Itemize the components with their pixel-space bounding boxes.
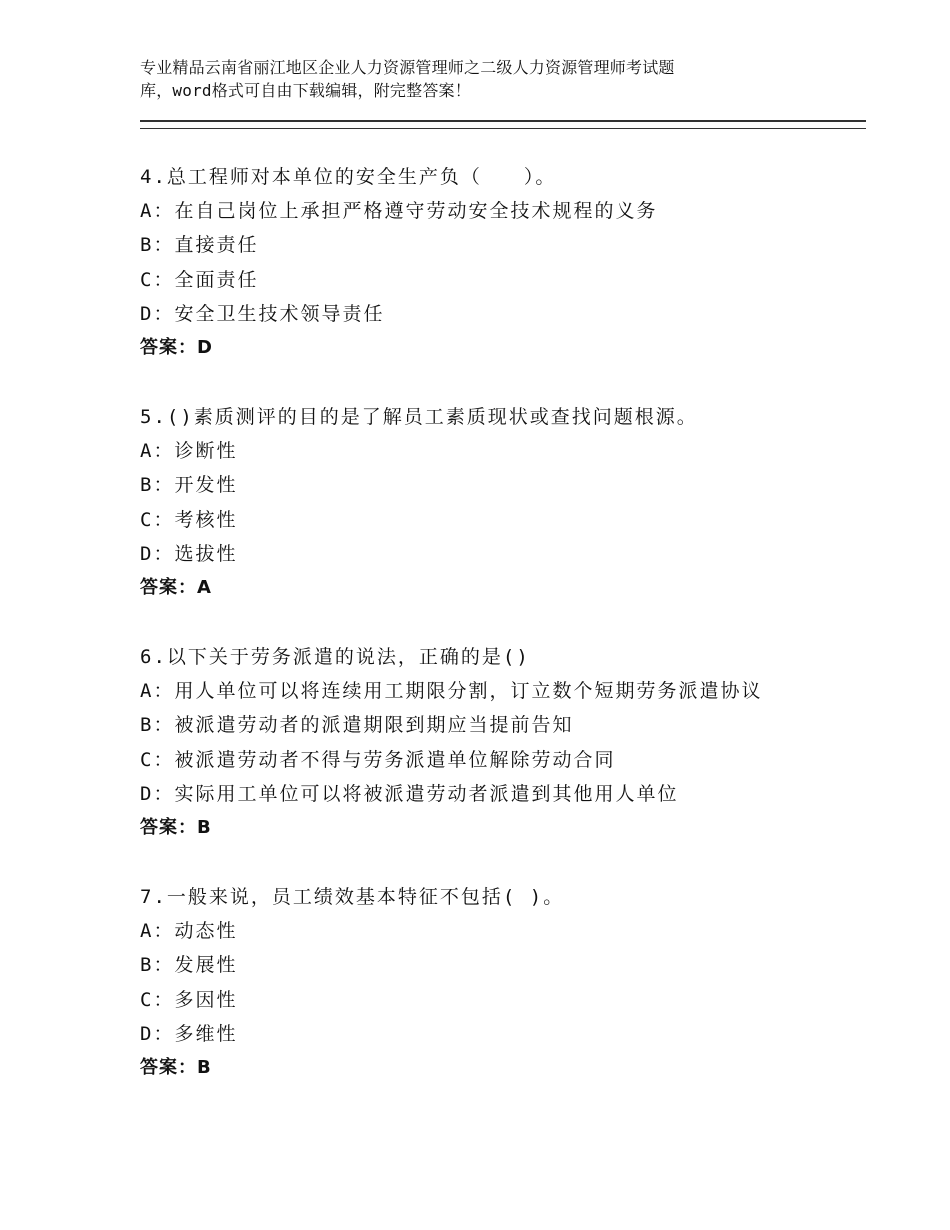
- option-d: D：选拔性: [140, 542, 238, 565]
- answer-label: 答案：: [140, 817, 197, 839]
- option-a: A：在自己岗位上承担严格遵守劳动安全技术规程的义务: [140, 200, 658, 223]
- option-c: C：被派遣劳动者不得与劳务派遣单位解除劳动合同: [140, 748, 616, 771]
- question-4: [140, 160, 866, 365]
- answer-label: 答案：: [140, 577, 197, 599]
- answer-value: B: [197, 817, 212, 839]
- option-d: D：多维性: [140, 1022, 238, 1045]
- option-c: C：多因性: [140, 988, 238, 1011]
- header-title-line-1: 专业精品云南省丽江地区企业人力资源管理师之二级人力资源管理师考试题: [140, 58, 675, 77]
- option-c: C：考核性: [140, 508, 238, 531]
- question-stem: 5.()素质测评的目的是了解员工素质现状或查找问题根源。: [140, 406, 698, 429]
- question-6: [140, 640, 866, 845]
- option-b: B：直接责任: [140, 234, 259, 257]
- question-5: [140, 400, 866, 605]
- answer-line: [140, 1051, 866, 1085]
- header-divider: [140, 120, 866, 129]
- answer-label: 答案：: [140, 1057, 197, 1079]
- option-b: B：发展性: [140, 954, 238, 977]
- answer-value: A: [197, 577, 212, 599]
- answer-label: 答案：: [140, 337, 197, 359]
- answer-line: [140, 811, 866, 845]
- question-stem: 6.以下关于劳务派遣的说法，正确的是(): [140, 646, 530, 669]
- question-7: [140, 880, 866, 1085]
- option-a: A：动态性: [140, 920, 238, 943]
- answer-line: [140, 571, 866, 605]
- option-a: A：诊断性: [140, 440, 238, 463]
- question-stem: 7.一般来说，员工绩效基本特征不包括( )。: [140, 886, 565, 909]
- document-header: [140, 56, 840, 102]
- question-stem: 4.总工程师对本单位的安全生产负（ ）。: [140, 166, 557, 188]
- header-title-line-2: 库，word格式可自由下载编辑，附完整答案！: [140, 81, 471, 100]
- answer-value: D: [197, 337, 213, 359]
- option-d: D：实际用工单位可以将被派遣劳动者派遣到其他用人单位: [140, 782, 679, 805]
- option-c: C：全面责任: [140, 268, 259, 291]
- option-d: D：安全卫生技术领导责任: [140, 302, 385, 325]
- option-a: A：用人单位可以将连续用工期限分割，订立数个短期劳务派遣协议: [140, 680, 763, 703]
- option-b: B：被派遣劳动者的派遣期限到期应当提前告知: [140, 714, 574, 737]
- question-list: [140, 160, 866, 1120]
- answer-line: [140, 331, 866, 365]
- option-b: B：开发性: [140, 474, 238, 497]
- answer-value: B: [197, 1057, 212, 1079]
